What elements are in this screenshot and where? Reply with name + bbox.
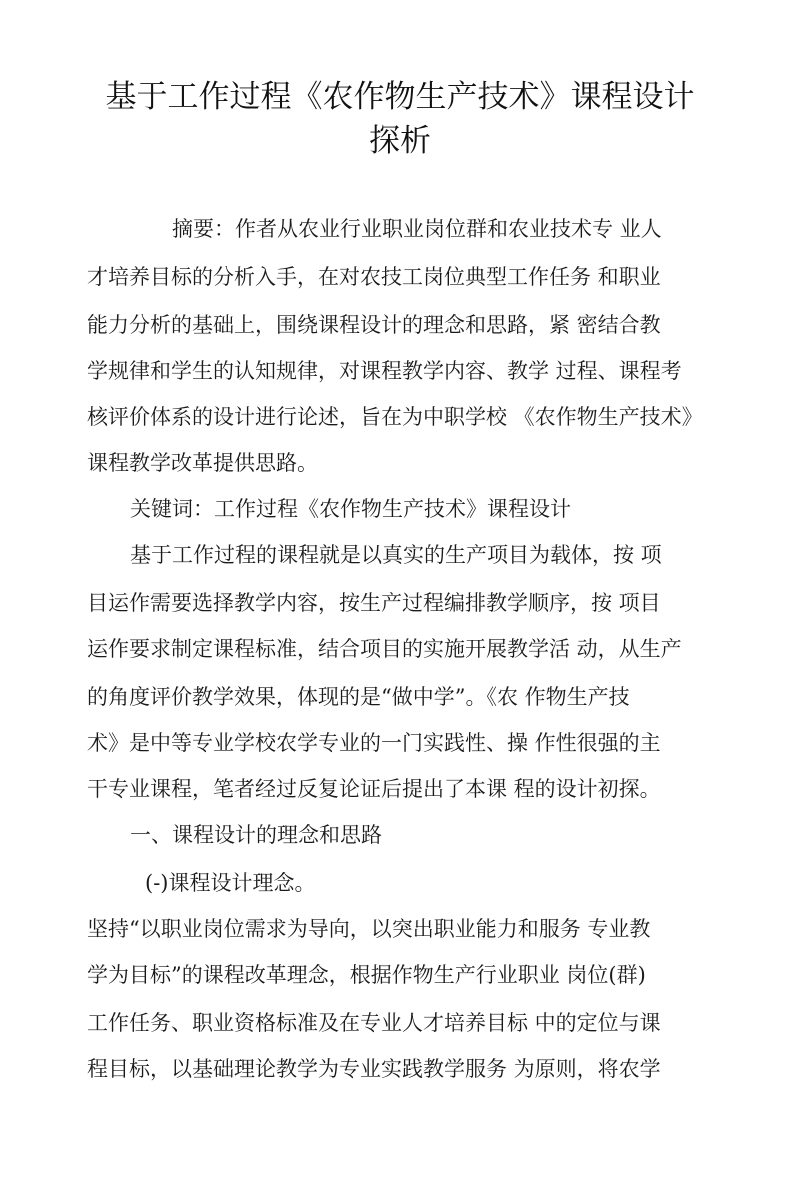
abstract-line: 课程教学改革提供思路。 — [87, 451, 318, 475]
intro-line: 运作要求制定课程标准，结合项目的实施开展教学活 动，从生产 — [87, 637, 682, 661]
abstract-line: 核评价体系的设计进行论述，旨在为中职学校 《农作物生产技术》 — [87, 405, 703, 429]
abstract-line: 摘要：作者从农业行业职业岗位群和农业技术专 业人 — [172, 217, 662, 241]
body-line: 坚持“以职业岗位需求为导向，以突出职业能力和服务 专业教 — [87, 917, 651, 941]
body-line: 工作任务、职业资格标准及在专业人才培养目标 中的定位与课 — [87, 1011, 661, 1035]
abstract-line: 才培养目标的分析入手，在对农技工岗位典型工作任务 和职业 — [87, 265, 661, 289]
keywords-line: 关键词：工作过程《农作物生产技术》课程设计 — [130, 497, 571, 521]
intro-line: 目运作需要选择教学内容，按生产过程编排教学顺序，按 项目 — [87, 591, 661, 615]
subsection-heading: (-)课程设计理念。 — [145, 871, 316, 895]
intro-line: 的角度评价教学效果，体现的是“做中学”。《农 作物生产技 — [87, 685, 630, 709]
abstract-line: 学规律和学生的认知规律，对课程教学内容、教学 过程、课程考 — [87, 359, 682, 383]
document-title-line-2: 探析 — [369, 123, 431, 159]
intro-line: 干专业课程，笔者经过反复论证后提出了本课 程的设计初探。 — [87, 777, 661, 801]
section-heading: 一、课程设计的理念和思路 — [130, 823, 382, 847]
intro-line: 基于工作过程的课程就是以真实的生产项目为载体，按 项 — [130, 543, 662, 567]
body-line: 学为目标”的课程改革理念，根据作物生产行业职业 岗位(群) — [87, 963, 646, 987]
abstract-line: 能力分析的基础上，围绕课程设计的理念和思路，紧 密结合教 — [87, 313, 661, 337]
body-line: 程目标，以基础理论教学为专业实践教学服务 为原则，将农学 — [87, 1057, 661, 1081]
document-title-line-1: 基于工作过程《农作物生产技术》课程设计 — [105, 79, 695, 115]
intro-line: 术》是中等专业学校农学专业的一门实践性、操 作性很强的主 — [87, 731, 661, 755]
